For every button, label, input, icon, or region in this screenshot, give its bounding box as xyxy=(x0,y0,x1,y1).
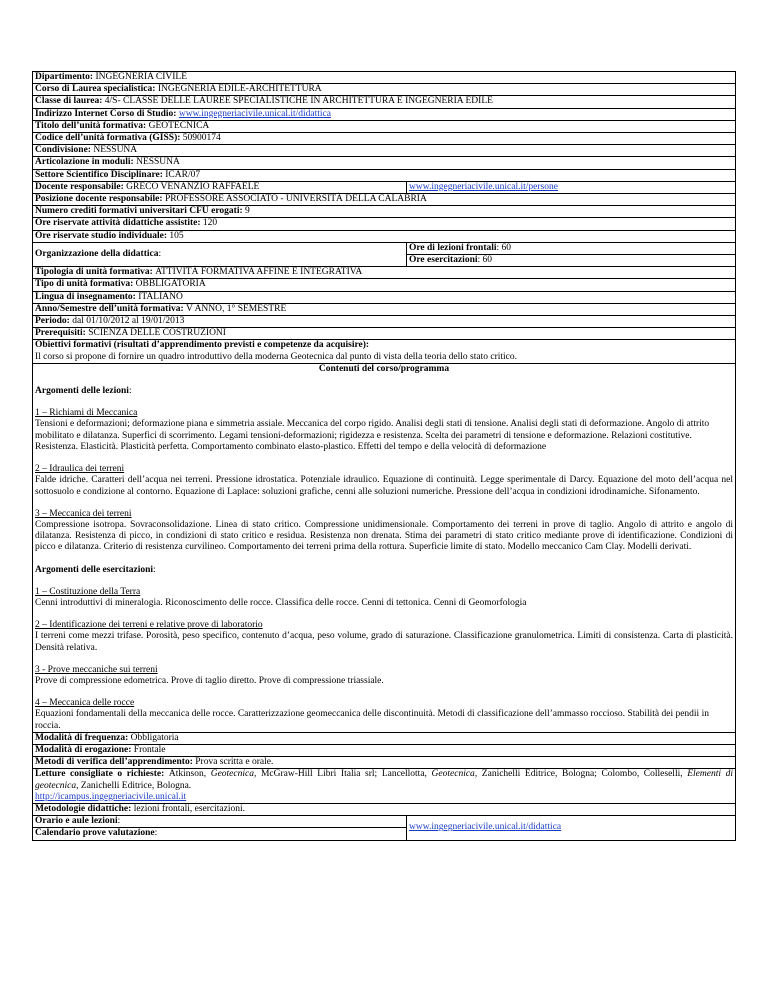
row-value: GEOTECNICA xyxy=(148,120,210,131)
row-label: Anno/Semestre dell’unità formativa xyxy=(35,303,181,314)
row-calendario: Calendario prove valutazione: xyxy=(33,828,736,840)
row-orario: Orario e aule lezioni: www.ingegneriacivile.unical.it/didattica xyxy=(33,816,736,828)
row-value: PROFESSORE ASSOCIATO - UNIVERSITÀ DELLA CALABRIA xyxy=(164,194,427,205)
row-value: Prova scritta e orale. xyxy=(195,757,274,768)
obiettivi-text: Il corso si propone di fornire un quadro introduttivo della moderna Geotecnica dal punto di vista della teoria dello stato critico. xyxy=(35,351,517,362)
row-value: Obbligatoria xyxy=(130,732,179,743)
esercitazioni-label: Ore esercitazioni xyxy=(409,255,478,266)
contenuti-title: Contenuti del corso/programma xyxy=(318,363,450,374)
row-docente: Docente responsabile: GRECO VENANZIO RAFFAELE www.ingegneriacivile.unical.it/persone xyxy=(33,181,736,193)
row-value: ATTIVITÀ FORMATIVA AFFINE E INTEGRATIVA xyxy=(155,267,363,278)
row-articolazione: Articolazione in moduli: NESSUNA xyxy=(33,157,736,169)
row-label: Tipologia di unità formativa xyxy=(35,267,150,278)
icampus-link[interactable]: http://icampus.ingegneriacivile.unical.it xyxy=(35,791,187,802)
lezioni-title: Argomenti delle lezioni xyxy=(35,386,129,397)
row-tipo: Tipo di unità formativa: OBBLIGATORIA xyxy=(33,279,736,291)
row-prerequisiti: Prerequisiti: SCIENZA DELLE COSTRUZIONI xyxy=(33,328,736,340)
row-esercitazioni-ore: Ore esercitazioni: 60 xyxy=(33,255,736,267)
row-titolo: Titolo dell’unità formativa: GEOTECNICA xyxy=(33,120,736,132)
row-label: Orario e aule lezioni xyxy=(35,816,118,827)
row-value: NESSUNA xyxy=(93,145,138,156)
esercitazione-text: Cenni introduttivi di mineralogia. Riconoscimento delle rocce. Classifica delle rocce. Cenni di tettonica. Cenni di Geomorfologia xyxy=(35,597,527,608)
row-contenuti: Contenuti del corso/programma Argomenti delle lezioni: 1 – Richiami di Meccanica Tensioni e deformazioni; deformazione piana e simmetria assiale. Meccanica del corpo rigido. Analisi degli stati di tensione. Analisi degli stati di deformazione. Angolo di attrito mobilitato e dilatanza. Superfici di scorrimento. Legami tensioni-deformazioni; rigidezza e resistenza. Scelta dei parametri di tensione e deformazione. Relazioni costitutive. Resistenza. Elasticità. Plasticità perfetta. Comportamento combinato elasto-plastico. Effetti del tempo e della velocità di deformazione 2 – Idraulica dei terreni Falde idriche. Caratteri dell’acqua nei terreni. Pressione idrostatica. Potenziale idraulico. Equazione di continuità. Legge sperimentale di Darcy. Equazione del moto dell’acqua nel sottosuolo e condizione al contorno. Equazione di Laplace: soluzioni grafiche, cenni alle soluzioni numeriche. Pressione dell’acqua in condizioni idrodinamiche. Sifonamento. 3 – Meccanica dei terreni Compressione isotropa. Sovraconsolidazione. Linea di stato critico. Compressione unidimensionale. Comportamento dei terreni in prove di taglio. Angolo di attrito e angolo di dilatanza. Resistenza di picco, in condizioni di stato critico e residua. Resistenza non drenata. Stima dei parametri di stato critico mediante prove di identificazione. Condizioni di picco e dilatanza. Criterio di resistenza curvilineo. Comportamento dei terreni prima della rottura. Superficie limite di stato. Modello meccanico Cam Clay. Modelli derivati. Argomenti delle esercitazioni: 1 – Costituzione della Terra Cenni introduttivi di mineralogia. Riconoscimento delle rocce. Classifica delle rocce. Cenni di tettonica. Cenni di Geomorfologia 2 – Identificazione dei terreni e relative prove di laboratorio I terreni come mezzi trifase. Porosità, peso specifico, contenuto d’acqua, peso volume, grado di saturazione. Classificazione granulometrica. Limiti di consistenza. Carta di plasticità. Densità relativa. 3 - Prove meccaniche sui terreni Prove di compressione edometrica. Prove di taglio diretto. Prove di compressione triassiale. 4 – Meccanica delle rocce Equazioni fondamentali della meccanica delle rocce. Caratterizzazione geomeccanica delle discontinuità. Metodi di classificazione dell’ammasso roccioso. Stabilità dei pendii in roccia. xyxy=(33,363,736,732)
row-value: OBBLIGATORIA xyxy=(135,279,206,290)
esercitazioni-value: 60 xyxy=(482,255,493,266)
row-value: INGEGNERIA EDILE-ARCHITETTURA xyxy=(157,84,322,95)
row-value: V ANNO, 1° SEMESTRE xyxy=(186,303,287,314)
row-value: NESSUNA xyxy=(136,157,180,168)
row-value: SCIENZA DELLE COSTRUZIONI xyxy=(88,328,226,339)
row-label: Indirizzo Internet Corso di Studio xyxy=(35,108,174,119)
row-value: INGEGNERIA CIVILE xyxy=(95,72,187,82)
row-label: Settore Scientifico Disciplinare xyxy=(35,169,160,180)
row-ore-assistite: Ore riservate attività didattiche assistite: 120 xyxy=(33,218,736,230)
row-label: Docente responsabile xyxy=(35,181,121,192)
letture-text: , Zanichelli Editrice, Bologna. xyxy=(76,780,192,791)
lezione-text: Falde idriche. Caratteri dell’acqua nei terreni. Pressione idrostatica. Potenziale idraulico. Equazione di continuità. Legge sperimentale di Darcy. Equazione del moto dell’acqua nel sottosuolo e condizione al contorno. Equazione di Laplace: soluzioni grafiche, cenni alle soluzioni numeriche. Pressione dell’acqua in condizioni idrodinamiche. Sifonamento. xyxy=(35,475,733,497)
row-organizzazione: Organizzazione della didattica: Ore di lezioni frontali: 60 xyxy=(33,242,736,254)
esercitazione-title: 2 – Identificazione dei terreni e relative prove di laboratorio xyxy=(35,620,263,631)
row-classe: Classe di laurea: 4/S- CLASSE DELLE LAUREE SPECIALISTICHE IN ARCHITETTURA E INGEGNERIA EDILE xyxy=(33,96,736,108)
row-label: Corso di Laurea specialistica xyxy=(35,84,153,95)
row-label: Calendario prove valutazione xyxy=(35,828,155,839)
row-label: Metodologie didattiche xyxy=(35,803,129,814)
row-value: 105 xyxy=(169,230,184,241)
esercitazione-text: Prove di compressione edometrica. Prove di taglio diretto. Prove di compressione triassiale. xyxy=(35,675,384,686)
row-settore: Settore Scientifico Disciplinare: ICAR/07 xyxy=(33,169,736,181)
row-corso: Corso di Laurea specialistica: INGEGNERIA EDILE-ARCHITETTURA xyxy=(33,84,736,96)
row-periodo: Periodo: dal 01/10/2012 al 19/01/2013 xyxy=(33,316,736,328)
row-label: Codice dell’unità formativa (GISS) xyxy=(35,133,178,144)
esercitazioni-title: Argomenti delle esercitazioni xyxy=(35,564,154,575)
lezione-title: 3 – Meccanica dei terreni xyxy=(35,508,132,519)
esercitazione-text: I terreni come mezzi trifase. Porosità, peso specifico, contenuto d’acqua, peso volume, grado di saturazione. Classificazione granulometrica. Limiti di consistenza. Carta di plasticità. Densità relativa. xyxy=(35,631,733,653)
row-verifica: Metodi di verifica dell’apprendimento: Prova scritta e orale. xyxy=(33,757,736,769)
obiettivi-label: Obiettivi formativi (risultati d’apprendimento previsti e competenze da acquisire) xyxy=(35,340,366,351)
row-label: Numero crediti formativi universitari CFU erogati xyxy=(35,206,240,217)
row-letture: Letture consigliate o richieste: Atkinson, Geotecnica, McGraw-Hill Libri Italia srl; Lancellotta, Geotecnica, Zanichelli Editrice, Bologna; Colombo, Colleselli, Elementi di geotecnica, Zanichelli Editrice, Bologna. http://icampus.ingegneriacivile.unical.it xyxy=(33,769,736,804)
row-erogazione: Modalità di erogazione: Frontale xyxy=(33,744,736,756)
letture-text: McGraw-Hill Libri Italia srl; Lancellotta, xyxy=(256,769,432,780)
row-value: Frontale xyxy=(133,744,166,755)
lezione-title: 1 – Richiami di Meccanica xyxy=(35,408,138,419)
esercitazione-title: 4 – Meccanica delle rocce xyxy=(35,698,135,709)
row-value: dal 01/10/2012 al 19/01/2013 xyxy=(72,316,185,327)
row-label: Prerequisiti xyxy=(35,328,83,339)
row-label: Classe di laurea xyxy=(35,96,100,107)
row-value: lezioni frontali, esercitazioni. xyxy=(133,803,246,814)
row-indirizzo: Indirizzo Internet Corso di Studio: www.ingegneriacivile.unical.it/didattica xyxy=(33,108,736,120)
row-value: 50900174 xyxy=(182,133,221,144)
lezione-text: Compressione isotropa. Sovraconsolidazione. Linea di stato critico. Compressione unidimensionale. Comportamento dei terreni in prove di taglio. Angolo di attrito e angolo di dilatanza. Resistenza di picco, in condizioni di stato critico e residua. Resistenza non drenata. Stima dei parametri di stato critico mediante prove di identificazione. Condizioni di picco e dilatanza. Criterio di resistenza curvilineo. Comportamento dei terreni prima della rottura. Superficie limite di stato. Modello meccanico Cam Clay. Modelli derivati. xyxy=(35,519,733,553)
row-label: Ore riservate studio individuale xyxy=(35,230,164,241)
row-ore-studio: Ore riservate studio individuale: 105 xyxy=(33,230,736,242)
docente-link[interactable]: www.ingegneriacivile.unical.it/persone xyxy=(409,181,558,192)
row-label: Organizzazione della didattica xyxy=(35,248,159,259)
esercitazione-title: 3 - Prove meccaniche sui terreni xyxy=(35,664,158,675)
course-website-link[interactable]: www.ingegneriacivile.unical.it/didattica xyxy=(178,108,331,119)
row-tipologia: Tipologia di unità formativa: ATTIVITÀ FORMATIVA AFFINE E INTEGRATIVA xyxy=(33,267,736,279)
row-metodologie: Metodologie didattiche: lezioni frontali, esercitazioni. xyxy=(33,803,736,815)
row-label: Letture consigliate o richieste xyxy=(35,769,162,780)
esercitazione-text: Equazioni fondamentali della meccanica delle rocce. Caratterizzazione geomeccanica delle discontinuità. Metodi di classificazione dell’ammasso roccioso. Stabilità dei pendii in roccia. xyxy=(35,709,709,731)
lezione-title: 2 – Idraulica dei terreni xyxy=(35,464,125,475)
row-dipartimento: Dipartimento: INGEGNERIA CIVILE xyxy=(33,72,736,84)
frontali-value: 60 xyxy=(501,242,512,253)
row-label: Tipo di unità formativa xyxy=(35,279,131,290)
lezione-text: Tensioni e deformazioni; deformazione piana e simmetria assiale. Meccanica del corpo rigido. Analisi degli stati di tensione. Analisi degli stati di deformazione. Angolo di attrito mobilitato e dilatanza. Superfici di scorrimento. Legami tensioni-deformazioni; rigidezza e resistenza. Scelta dei parametri di tensione e deformazione. Relazioni costitutive. Resistenza. Elasticità. Plasticità perfetta. Comportamento combinato elasto-plastico. Effetti del tempo e della velocità di deformazione xyxy=(35,419,710,452)
row-label: Lingua di insegnamento xyxy=(35,291,133,302)
row-posizione: Posizione docente responsabile: PROFESSORE ASSOCIATO - UNIVERSITÀ DELLA CALABRIA xyxy=(33,194,736,206)
row-frequenza: Modalità di frequenza: Obbligatoria xyxy=(33,732,736,744)
row-label: Metodi di verifica dell’apprendimento xyxy=(35,757,190,768)
row-label: Periodo xyxy=(35,316,67,327)
row-label: Condivisione xyxy=(35,145,88,156)
row-value: 4/S- CLASSE DELLE LAUREE SPECIALISTICHE IN ARCHITETTURA E INGEGNERIA EDILE xyxy=(104,96,493,107)
row-cfu: Numero crediti formativi universitari CFU erogati: 9 xyxy=(33,206,736,218)
row-condivisione: Condivisione: NESSUNA xyxy=(33,145,736,157)
docente-name: GRECO VENANZIO RAFFAELE xyxy=(126,181,260,192)
row-label: Titolo dell’unità formativa xyxy=(35,120,144,131)
row-value: ICAR/07 xyxy=(165,169,201,180)
letture-book: Geotecnica xyxy=(431,769,475,780)
row-label: Modalità di frequenza xyxy=(35,732,126,743)
row-obiettivi: Obiettivi formativi (risultati d’apprendimento previsti e competenze da acquisire): Il corso si propone di fornire un quadro introduttivo della moderna Geotecnica dal punto di vista della teoria dello stato critico. xyxy=(33,340,736,363)
letture-book: Geotecnica, xyxy=(210,769,257,780)
row-label: Articolazione in moduli xyxy=(35,157,131,168)
course-info-table xyxy=(32,71,736,841)
row-value: 9 xyxy=(245,206,250,217)
row-label: Ore riservate attività didattiche assistite xyxy=(35,218,198,229)
row-value: ITALIANO xyxy=(138,291,183,302)
row-value: 120 xyxy=(202,218,218,229)
didattica-link[interactable]: www.ingegneriacivile.unical.it/didattica xyxy=(409,822,562,833)
esercitazione-title: 1 – Costituzione della Terra xyxy=(35,586,141,597)
row-codice: Codice dell’unità formativa (GISS): 50900174 xyxy=(33,133,736,145)
row-anno: Anno/Semestre dell’unità formativa: V ANNO, 1° SEMESTRE xyxy=(33,303,736,315)
row-label: Dipartimento xyxy=(35,72,90,82)
letture-text: Atkinson, xyxy=(168,769,211,780)
letture-text: , Zanichelli Editrice, Bologna; Colombo, Colleselli, xyxy=(474,769,688,780)
frontali-label: Ore di lezioni frontali xyxy=(409,242,497,253)
row-label: Modalità di erogazione xyxy=(35,744,129,755)
row-label: Posizione docente responsabile xyxy=(35,194,160,205)
row-lingua: Lingua di insegnamento: ITALIANO xyxy=(33,291,736,303)
letture-book: Elementi di geotecnica xyxy=(35,769,734,791)
